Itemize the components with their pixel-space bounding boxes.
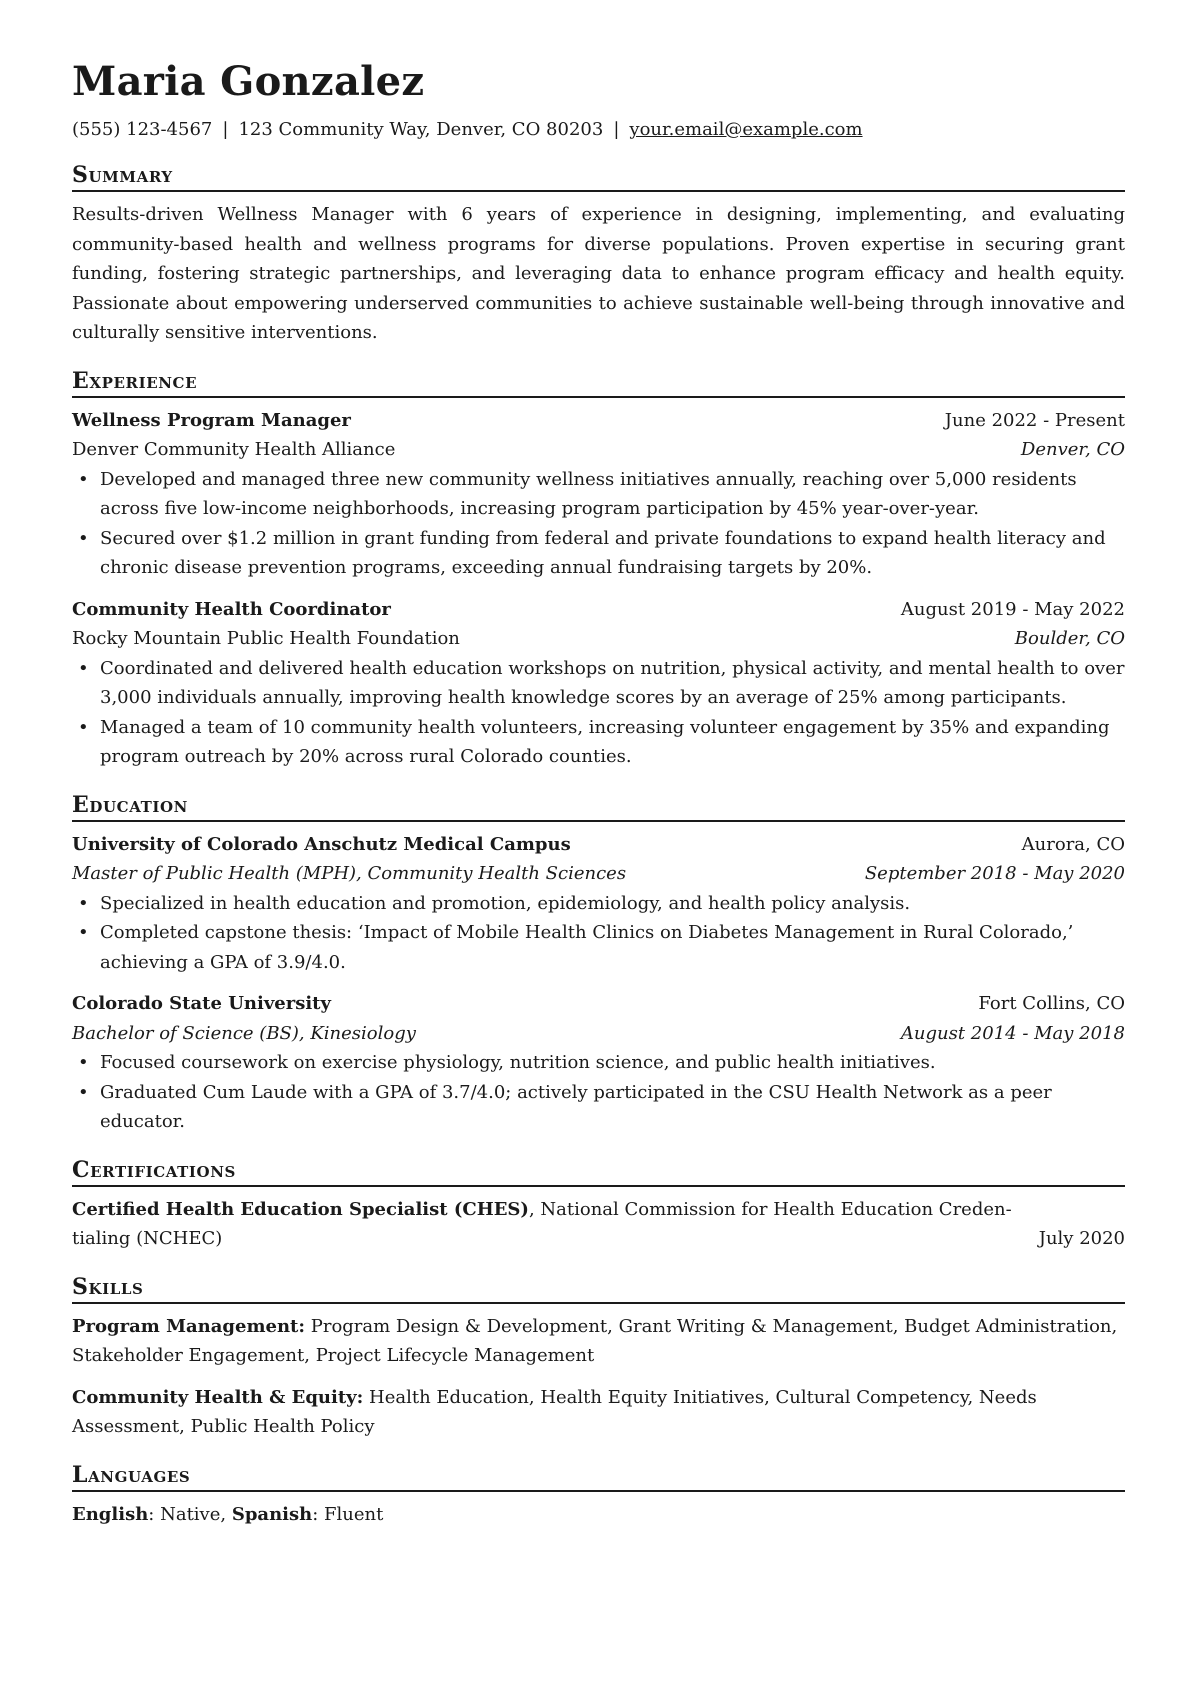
education-entry bbox=[72, 830, 1125, 978]
certification-row bbox=[72, 1224, 1125, 1254]
language-level: : Native, bbox=[148, 1503, 232, 1525]
section-title-summary: Summary bbox=[72, 162, 1125, 192]
certifications-section bbox=[72, 1157, 1125, 1254]
email-link[interactable]: your.email@example.com bbox=[629, 119, 863, 140]
section-title-education: Education bbox=[72, 792, 1125, 822]
certification-issuer-line2: tialing (NCHEC) bbox=[72, 1228, 223, 1249]
summary-section bbox=[72, 162, 1125, 348]
job-title: Wellness Program Manager bbox=[72, 409, 351, 431]
experience-entry bbox=[72, 595, 1125, 772]
list-item: • Graduated Cum Laude with a GPA of 3.7/4.0; actively participated in the CSU Health Network as a peer educator. bbox=[72, 1078, 1125, 1137]
school-name: University of Colorado Anschutz Medical Campus bbox=[72, 833, 571, 855]
experience-section bbox=[72, 368, 1125, 772]
experience-entry bbox=[72, 406, 1125, 583]
school-location: Fort Collins, CO bbox=[978, 993, 1125, 1014]
language-level: : Fluent bbox=[312, 1503, 384, 1525]
certification-name: Certified Health Education Specialist (CHES) bbox=[72, 1198, 529, 1220]
summary-text: Results-driven Wellness Manager with 6 years of experience in designing, implementing, and evaluating community-based health and wellness programs for diverse populations. Proven expertise in securing grant funding, fostering strategic partnerships, and leveraging data to enhance program efficacy and health equity. Passionate about empowering underserved communities to achieve sustainable well-being through innovative and culturally sensitive interventions. bbox=[72, 204, 1125, 343]
skill-group-label: Community Health & Equity: bbox=[72, 1386, 364, 1408]
language-name: Spanish bbox=[231, 1503, 313, 1525]
contact-line bbox=[72, 118, 1125, 142]
education-details-list bbox=[72, 1048, 1125, 1137]
job-location: Boulder, CO bbox=[1014, 628, 1125, 649]
degree-name: Master of Public Health (MPH), Community Health Sciences bbox=[72, 863, 627, 884]
languages-line bbox=[72, 1500, 1125, 1530]
education-section bbox=[72, 792, 1125, 1137]
section-title-languages: Languages bbox=[72, 1462, 1125, 1492]
list-item: • Specialized in health education and promotion, epidemiology, and health policy analysis. bbox=[72, 889, 1125, 919]
skill-group-label: Program Management: bbox=[72, 1315, 305, 1337]
degree-name: Bachelor of Science (BS), Kinesiology bbox=[72, 1022, 416, 1044]
study-dates: August 2014 - May 2018 bbox=[900, 1022, 1125, 1044]
job-dates: June 2022 - Present bbox=[944, 409, 1125, 431]
employer-name: Denver Community Health Alliance bbox=[72, 439, 396, 460]
skill-group-text: Health Education, Health Equity Initiatives, Cultural Competency, Needs Assessment, Public Health Policy bbox=[72, 1386, 1037, 1437]
list-item: • Developed and managed three new community wellness initiatives annually, reaching over 5,000 residents across five low-income neighborhoods, increasing program participation by 45% year-over-year. bbox=[72, 465, 1125, 524]
list-item: • Managed a team of 10 community health volunteers, increasing volunteer engagement by 35% and expanding program outreach by 20% across rural Colorado counties. bbox=[72, 713, 1125, 772]
certification-entry bbox=[72, 1195, 1125, 1225]
list-item: • Focused coursework on exercise physiology, nutrition science, and public health initiatives. bbox=[72, 1048, 1125, 1078]
job-dates: August 2019 - May 2022 bbox=[900, 598, 1125, 620]
section-title-skills: Skills bbox=[72, 1274, 1125, 1304]
job-location: Denver, CO bbox=[1020, 439, 1125, 460]
skill-group bbox=[72, 1383, 1125, 1442]
job-title: Community Health Coordinator bbox=[72, 598, 391, 620]
section-title-experience: Experience bbox=[72, 368, 1125, 398]
achievement-list bbox=[72, 465, 1125, 583]
study-dates: September 2018 - May 2020 bbox=[864, 863, 1125, 884]
list-item: • Secured over $1.2 million in grant funding from federal and private foundations to expand health literacy and chronic disease prevention programs, exceeding annual fundraising targets by 20%. bbox=[72, 524, 1125, 583]
skills-section bbox=[72, 1274, 1125, 1442]
skill-group bbox=[72, 1312, 1125, 1371]
education-entry bbox=[72, 989, 1125, 1137]
resume-page bbox=[72, 58, 1125, 1529]
phone-number: (555) 123-4567 bbox=[72, 119, 213, 140]
contact-separator: | bbox=[613, 119, 620, 140]
list-item: • Completed capstone thesis: ‘Impact of Mobile Health Clinics on Diabetes Management in Rural Colorado,’ achieving a GPA of 3.9/4.0. bbox=[72, 918, 1125, 977]
certification-date: July 2020 bbox=[1038, 1228, 1125, 1249]
school-location: Aurora, CO bbox=[1021, 833, 1125, 855]
employer-name: Rocky Mountain Public Health Foundation bbox=[72, 628, 460, 649]
school-name: Colorado State University bbox=[72, 993, 331, 1014]
street-address: 123 Community Way, Denver, CO 80203 bbox=[238, 119, 604, 140]
certification-issuer-line1: , National Commission for Health Education Creden- bbox=[528, 1198, 1012, 1220]
section-title-certifications: Certifications bbox=[72, 1157, 1125, 1187]
candidate-name: Maria Gonzalez bbox=[72, 58, 425, 105]
languages-section bbox=[72, 1462, 1125, 1530]
achievement-list bbox=[72, 654, 1125, 772]
list-item: • Coordinated and delivered health education workshops on nutrition, physical activity, and mental health to over 3,000 individuals annually, improving health knowledge scores by an average of 25% among participants. bbox=[72, 654, 1125, 713]
language-name: English bbox=[72, 1503, 149, 1525]
skill-group-text: Program Design & Development, Grant Writing & Management, Budget Administration, Stakeholder Engagement, Project Lifecycle Management bbox=[72, 1315, 1118, 1366]
education-details-list bbox=[72, 889, 1125, 978]
contact-separator: | bbox=[222, 119, 229, 140]
